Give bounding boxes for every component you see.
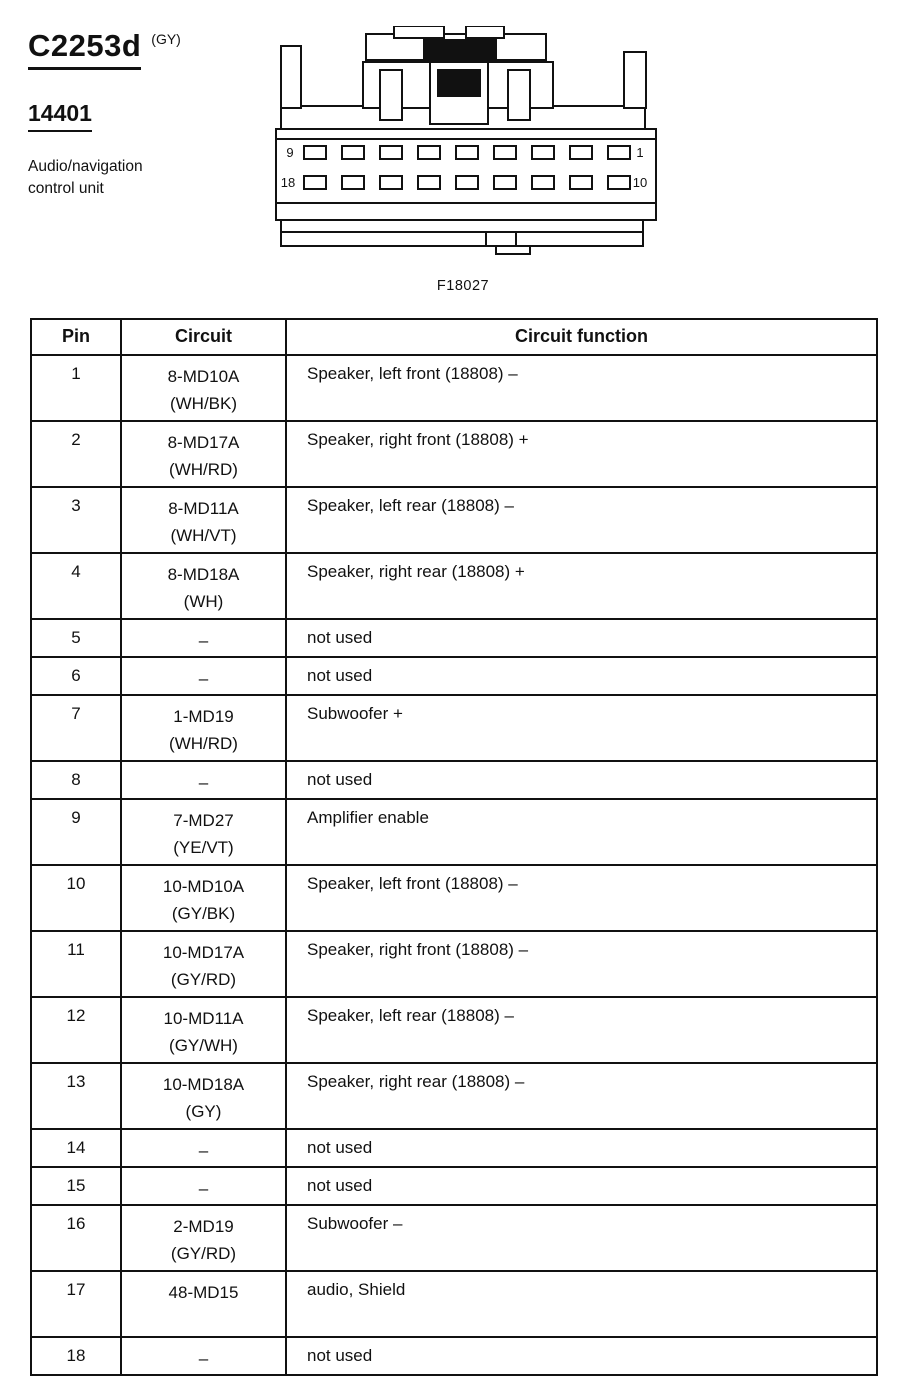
circuit-cell (121, 553, 286, 619)
circuit-code: 1-MD19 (173, 707, 234, 726)
circuit-cell (121, 695, 286, 761)
table-row (31, 355, 877, 421)
pin-number: 2 (31, 421, 121, 487)
component-name-line1: Audio/navigation (28, 158, 143, 175)
pin-cavity (418, 146, 440, 159)
pin-cavity (608, 146, 630, 159)
pin-number: 13 (31, 1063, 121, 1129)
circuit-color-code: (WH/RD) (169, 460, 238, 480)
connector-latch-dark (424, 40, 496, 58)
table-row (31, 657, 877, 695)
pin-number: 1 (31, 355, 121, 421)
pin-label-bottom-right: 10 (632, 175, 648, 190)
connector-id-line (28, 28, 258, 70)
pin-number: 10 (31, 865, 121, 931)
pin-number: 12 (31, 997, 121, 1063)
table-row (31, 761, 877, 799)
circuit-function: Amplifier enable (286, 799, 877, 865)
pin-number: 17 (31, 1271, 121, 1337)
circuit-color-code: (GY/BK) (171, 904, 236, 924)
table-row (31, 931, 877, 997)
circuit-code: 8-MD17A (167, 433, 240, 452)
pin-cavity (532, 176, 554, 189)
circuit-cell (121, 1063, 286, 1129)
id-block (28, 28, 258, 201)
connector-drawing (268, 26, 658, 256)
circuit-code: – (198, 1349, 209, 1368)
circuit-function: Speaker, right front (18808) – (286, 931, 877, 997)
circuit-code: 10-MD11A (163, 1009, 244, 1028)
circuit-code: – (198, 1141, 209, 1160)
pin-cavity (494, 176, 516, 189)
pin-cavity (380, 146, 402, 159)
circuit-function: Subwoofer – (286, 1205, 877, 1271)
pin-cavity (342, 176, 364, 189)
circuit-cell (121, 421, 286, 487)
circuit-code: 10-MD10A (162, 877, 245, 896)
pin-label-top-left: 9 (286, 145, 294, 160)
circuit-code: 10-MD18A (162, 1075, 245, 1094)
table-row (31, 1063, 877, 1129)
circuit-function: not used (286, 619, 877, 657)
pin-cavity (570, 146, 592, 159)
circuit-code: 7-MD27 (173, 811, 234, 830)
table-row (31, 487, 877, 553)
circuit-function: audio, Shield (286, 1271, 877, 1337)
circuit-cell (121, 487, 286, 553)
pin-cavity (570, 176, 592, 189)
connector-left-tab (281, 46, 301, 108)
table-header-row (31, 319, 877, 355)
circuit-cell (121, 1205, 286, 1271)
connector-diagram (268, 26, 658, 256)
circuit-function: not used (286, 1129, 877, 1167)
connector-slot-left (380, 70, 402, 120)
pin-cavity (456, 176, 478, 189)
pin-number: 9 (31, 799, 121, 865)
table-row (31, 553, 877, 619)
circuit-code: – (198, 669, 209, 688)
part-number: 14401 (28, 100, 92, 132)
connector-slot-center-dark (438, 70, 480, 96)
table-row (31, 799, 877, 865)
pin-number: 4 (31, 553, 121, 619)
circuit-color-code: (WH/VT) (170, 526, 237, 546)
circuit-cell (121, 657, 286, 695)
pin-cavity (456, 146, 478, 159)
circuit-function: Speaker, right rear (18808) – (286, 1063, 877, 1129)
connector-top-tab-right (466, 26, 504, 38)
component-name-line2: control unit (28, 180, 104, 198)
circuit-cell (121, 619, 286, 657)
pin-cavity (304, 176, 326, 189)
pin-number: 18 (31, 1337, 121, 1375)
pin-number: 6 (31, 657, 121, 695)
pin-number: 8 (31, 761, 121, 799)
pinout-table (30, 318, 878, 1376)
connector-id: C2253d (28, 28, 141, 70)
circuit-function: Subwoofer + (286, 695, 877, 761)
circuit-function: not used (286, 1167, 877, 1205)
connector-slot-right (508, 70, 530, 120)
column-header-pin: Pin (31, 319, 121, 355)
circuit-code: 10-MD17A (162, 943, 245, 962)
pin-cavity (380, 176, 402, 189)
pin-number: 16 (31, 1205, 121, 1271)
pin-label-bottom-left: 18 (280, 175, 296, 190)
connector-body (276, 129, 656, 220)
pin-cavity (608, 176, 630, 189)
pin-cavity (494, 146, 516, 159)
figure-label: F18027 (436, 278, 490, 294)
column-header-circuit: Circuit (121, 319, 286, 355)
circuit-function: Speaker, left rear (18808) – (286, 997, 877, 1063)
circuit-cell (121, 799, 286, 865)
pin-cavity (532, 146, 554, 159)
circuit-code: 8-MD11A (168, 499, 239, 518)
circuit-code: – (198, 1179, 209, 1198)
circuit-color-code: (GY/WH) (169, 1036, 238, 1056)
connector-right-tab (624, 52, 646, 108)
circuit-color-code: (WH/BK) (169, 394, 238, 414)
part-number-line (28, 70, 258, 132)
circuit-color-code: (GY/RD) (170, 1244, 237, 1264)
circuit-code: 48-MD15 (168, 1283, 239, 1302)
circuit-function: not used (286, 657, 877, 695)
circuit-function: Speaker, left front (18808) – (286, 355, 877, 421)
circuit-cell (121, 1271, 286, 1337)
pin-label-top-right: 1 (636, 145, 644, 160)
pin-number: 11 (31, 931, 121, 997)
circuit-cell (121, 931, 286, 997)
circuit-color-code: (YE/VT) (173, 838, 234, 858)
pin-number: 14 (31, 1129, 121, 1167)
circuit-function: Speaker, right front (18808) + (286, 421, 877, 487)
pin-number: 3 (31, 487, 121, 553)
pin-number: 5 (31, 619, 121, 657)
circuit-code: 8-MD18A (167, 565, 240, 584)
circuit-cell (121, 1167, 286, 1205)
circuit-function: Speaker, left front (18808) – (286, 865, 877, 931)
circuit-cell (121, 355, 286, 421)
table-row (31, 1167, 877, 1205)
circuit-cell (121, 997, 286, 1063)
table-row (31, 997, 877, 1063)
circuit-code: 2-MD19 (173, 1217, 234, 1236)
circuit-cell (121, 865, 286, 931)
table-row (31, 695, 877, 761)
circuit-function: not used (286, 1337, 877, 1375)
circuit-color-code: (GY/RD) (170, 970, 237, 990)
circuit-code: – (198, 773, 209, 792)
table-row (31, 619, 877, 657)
circuit-cell (121, 1337, 286, 1375)
table-row (31, 1337, 877, 1375)
circuit-function: Speaker, left rear (18808) – (286, 487, 877, 553)
circuit-function: Speaker, right rear (18808) + (286, 553, 877, 619)
column-header-function: Circuit function (286, 319, 877, 355)
circuit-cell (121, 761, 286, 799)
connector-bottom-tab (496, 246, 530, 254)
pin-cavity (342, 146, 364, 159)
table-row (31, 1271, 877, 1337)
connector-color-code: (GY) (151, 31, 181, 47)
circuit-color-code: (GY) (185, 1102, 222, 1122)
circuit-code: – (198, 631, 209, 650)
circuit-cell (121, 1129, 286, 1167)
circuit-color-code: (WH) (183, 592, 224, 612)
pin-number: 7 (31, 695, 121, 761)
circuit-code: 8-MD10A (167, 367, 240, 386)
table-row (31, 865, 877, 931)
connector-top-tab-left (394, 26, 444, 38)
pin-cavity (418, 176, 440, 189)
component-name (28, 156, 258, 201)
table-row (31, 421, 877, 487)
table-row (31, 1205, 877, 1271)
circuit-color-code: (WH/RD) (169, 734, 238, 754)
pin-cavity (304, 146, 326, 159)
pin-number: 15 (31, 1167, 121, 1205)
table-row (31, 1129, 877, 1167)
circuit-function: not used (286, 761, 877, 799)
